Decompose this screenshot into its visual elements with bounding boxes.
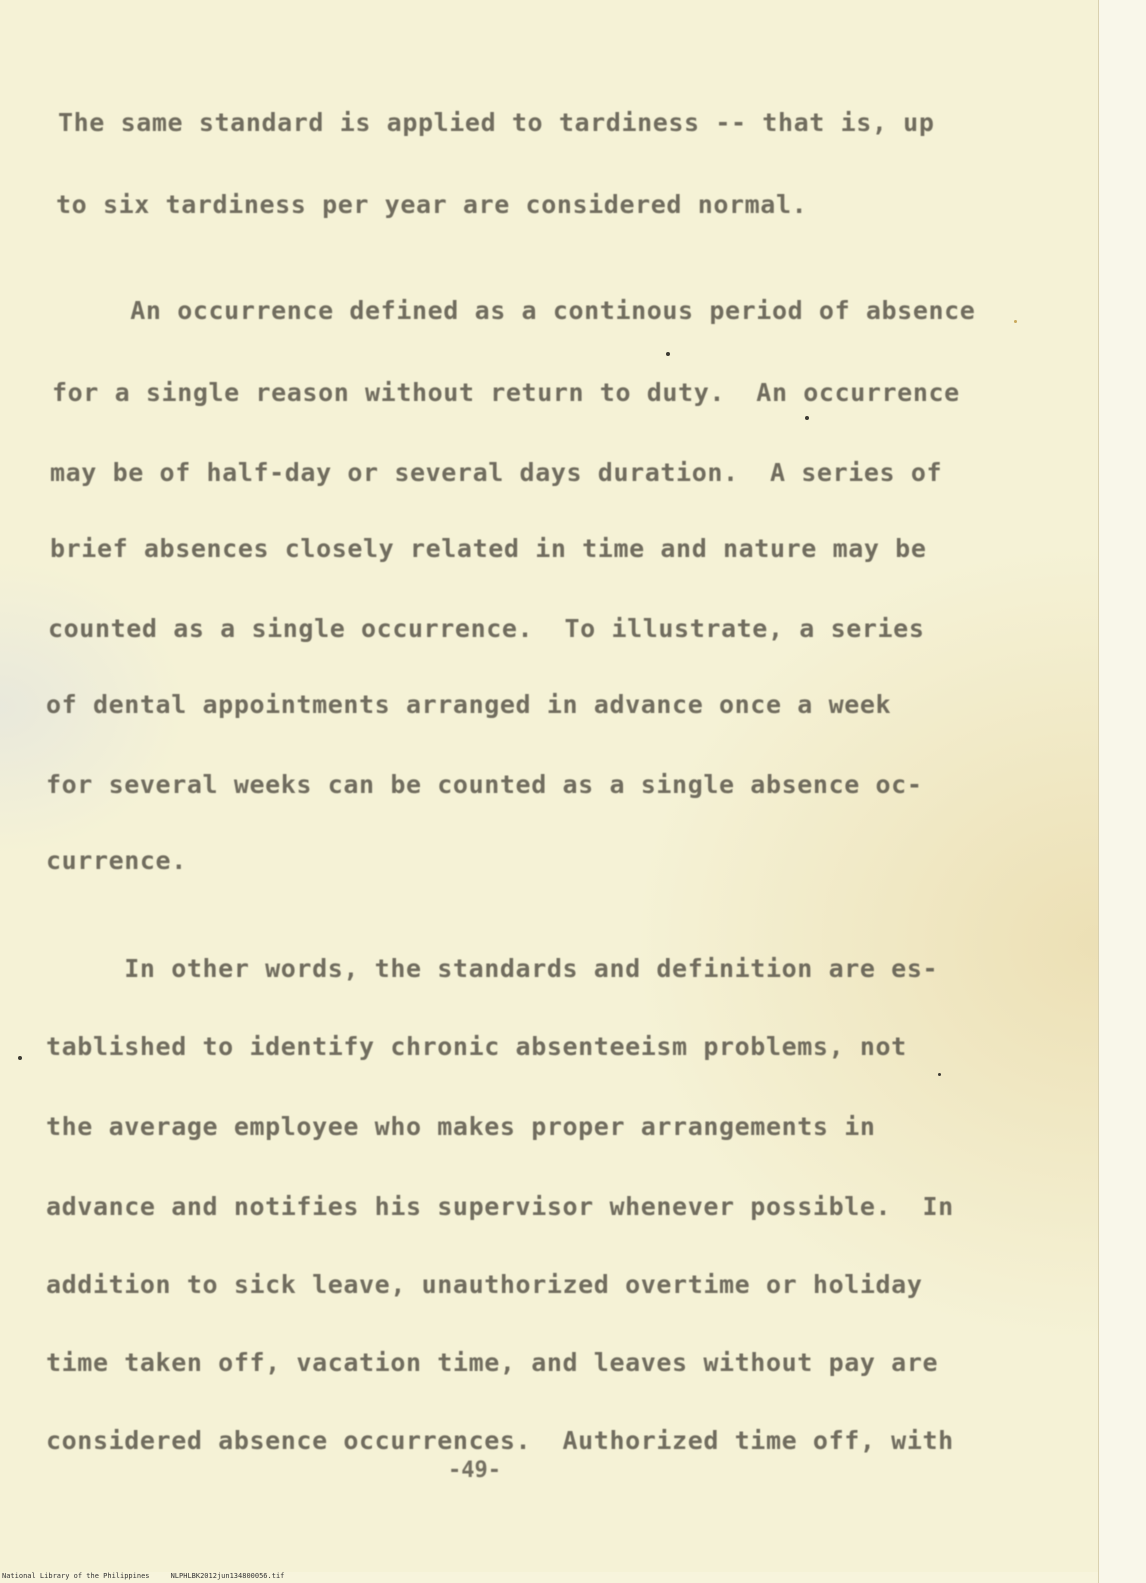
footer-filename: NLPHLBK2012jun134800056.tif bbox=[170, 1572, 285, 1580]
text-line-1: The same standard is applied to tardiness -- that is, up bbox=[58, 108, 935, 137]
text-line-3: An occurrence defined as a continous period of absence bbox=[52, 296, 976, 325]
text-line-11: In other words, the standards and definition are es- bbox=[46, 954, 939, 983]
ink-speck bbox=[666, 352, 670, 356]
text-line-12: tablished to identify chronic absenteeism problems, not bbox=[46, 1032, 907, 1061]
text-line-10: currence. bbox=[46, 846, 187, 875]
text-line-4: for a single reason without return to duty. An occurrence bbox=[52, 378, 960, 407]
text-line-7: counted as a single occurrence. To illustrate, a series bbox=[48, 614, 925, 643]
text-line-9: for several weeks can be counted as a single absence oc- bbox=[46, 770, 923, 799]
ink-speck bbox=[805, 416, 809, 420]
text-line-14: advance and notifies his supervisor whenever possible. In bbox=[46, 1192, 954, 1221]
ink-speck bbox=[18, 1056, 22, 1060]
text-line-17: considered absence occurrences. Authorized time off, with bbox=[46, 1426, 954, 1455]
text-line-5: may be of half-day or several days duration. A series of bbox=[50, 458, 943, 487]
scan-footer bbox=[2, 1572, 284, 1580]
footer-library: National Library of the Philippines bbox=[2, 1572, 150, 1580]
scan-margin bbox=[1098, 0, 1146, 1583]
text-line-13: the average employee who makes proper arrangements in bbox=[46, 1112, 876, 1141]
text-line-16: time taken off, vacation time, and leaves without pay are bbox=[46, 1348, 939, 1377]
page-number: -49- bbox=[448, 1458, 501, 1483]
text-line-2: to six tardiness per year are considered normal. bbox=[56, 190, 808, 219]
text-line-15: addition to sick leave, unauthorized overtime or holiday bbox=[46, 1270, 923, 1299]
ink-speck bbox=[1014, 320, 1017, 323]
text-line-8: of dental appointments arranged in advance once a week bbox=[46, 690, 892, 719]
text-line-6: brief absences closely related in time and nature may be bbox=[50, 534, 927, 563]
ink-speck bbox=[938, 1073, 941, 1076]
